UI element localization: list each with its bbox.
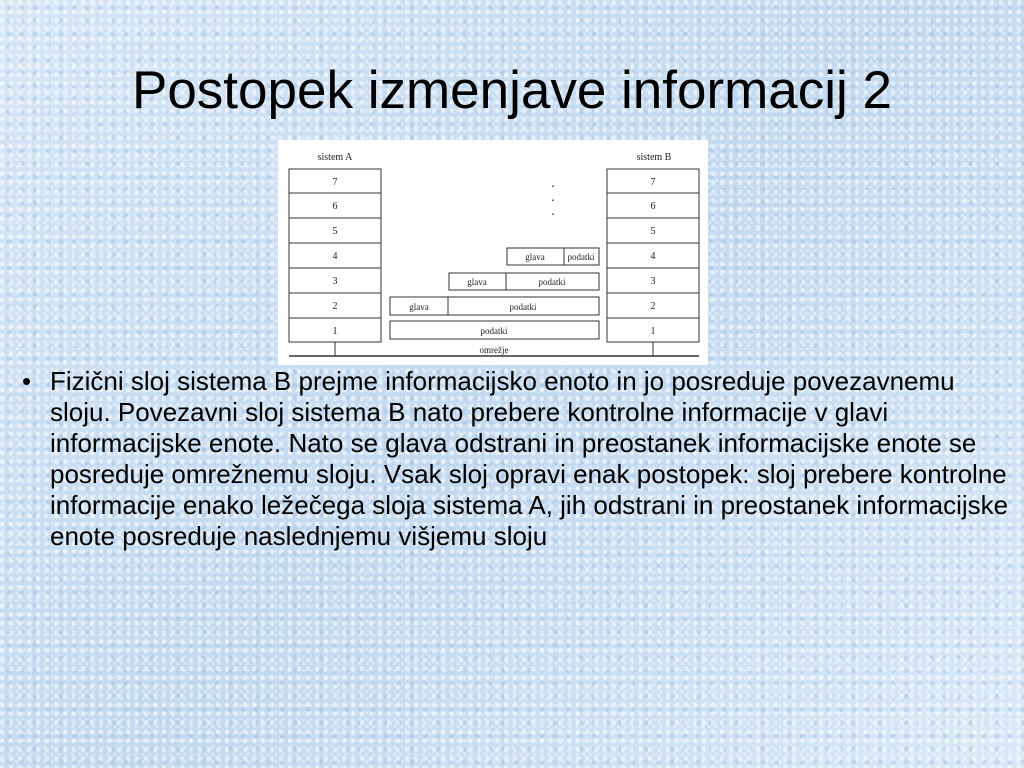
- system-b-layer-6-label: 6: [650, 201, 656, 212]
- packet-layer-3-header-label: glava: [467, 277, 487, 287]
- packet-layer-1-data-label: podatki: [480, 326, 508, 336]
- osi-layer-diagram: [278, 140, 708, 365]
- packet-layer-2-data-label: podatki: [509, 302, 537, 312]
- packet-layer-3: [449, 273, 599, 290]
- bullet-marker: •: [22, 366, 32, 396]
- system-b-label: sistem B: [636, 152, 672, 163]
- system-a-layer-6-label: 6: [332, 201, 338, 212]
- slide-title: Postopek izmenjave informacij 2: [131, 61, 892, 120]
- ellipsis-dot-3: ·: [550, 208, 556, 223]
- system-b-layer-4-label: 4: [650, 251, 656, 262]
- packet-layer-2: [390, 297, 599, 315]
- system-a-layer-5-label: 5: [332, 226, 338, 237]
- ellipsis-dot-2: ·: [550, 194, 556, 209]
- system-b-layer-5-label: 5: [650, 226, 656, 237]
- network-link: [289, 342, 699, 356]
- packet-layer-1: [390, 321, 599, 339]
- bullet-item: [22, 366, 1012, 552]
- system-a-layer-1-label: 1: [332, 326, 338, 337]
- system-a-layer-3-label: 3: [332, 276, 338, 287]
- packet-layer-2-header-label: glava: [409, 302, 429, 312]
- system-a-label: sistem A: [317, 152, 353, 163]
- ellipsis-dot-1: ·: [550, 180, 556, 195]
- system-b-layer-1-label: 1: [650, 326, 656, 337]
- system-b-stack: [607, 169, 699, 342]
- packet-layer-4: [507, 248, 599, 265]
- system-a-layer-2-label: 2: [332, 301, 338, 312]
- system-b-layer-3-label: 3: [650, 276, 656, 287]
- bullet-list: [22, 366, 1012, 552]
- packet-layer-4-data-label: podatki: [567, 252, 595, 262]
- system-a-layer-4-label: 4: [332, 251, 338, 262]
- network-label: omrežje: [479, 345, 509, 355]
- packet-layer-3-data-label: podatki: [538, 277, 566, 287]
- system-b-layer-2-label: 2: [650, 301, 656, 312]
- system-a-stack: [289, 169, 381, 342]
- system-a-layer-7-label: 7: [332, 177, 338, 188]
- system-b-layer-7-label: 7: [650, 177, 656, 188]
- diagram-canvas: [278, 140, 708, 365]
- packet-layer-4-header-label: glava: [525, 252, 545, 262]
- bullet-text: Fizični sloj sistema B prejme informacijsko enoto in jo posreduje povezavnemu sloju. Povezavni sloj sistema B nato prebere kontrolne informacije v glavi informacijske enote. Nato se glava odstrani in preostanek informacijske enote se posreduje omrežnemu sloju. Vsak sloj opravi enak postopek: sloj prebere kontrolne informacije enako ležečega sloja sistema A, jih odstrani in preostanek informacijske enote posreduje naslednjemu višjemu sloju: [50, 366, 1009, 551]
